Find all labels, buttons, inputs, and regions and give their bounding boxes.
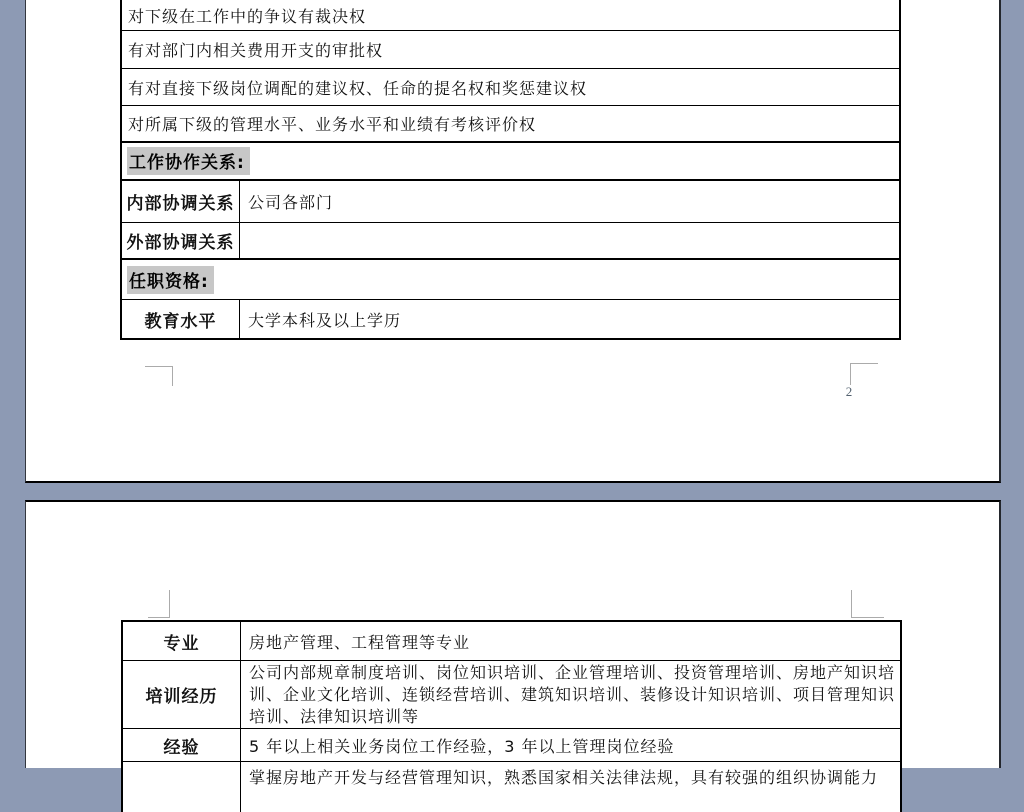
training-value bbox=[241, 661, 900, 728]
external-relation-row bbox=[122, 223, 899, 260]
margin-corner-mark-bottom-right bbox=[850, 363, 878, 385]
major-value: 房地产管理、工程管理等专业 bbox=[249, 632, 471, 652]
authority-text: 有对直接下级岗位调配的建议权、任命的提名权和奖惩建议权 bbox=[128, 78, 588, 98]
collaboration-section-title: 工作协作关系: bbox=[127, 147, 250, 175]
education-row bbox=[122, 300, 899, 338]
major-row bbox=[123, 622, 900, 661]
authority-text: 对所属下级的管理水平、业务水平和业绩有考核评价权 bbox=[128, 115, 537, 134]
training-label: 培训经历 bbox=[123, 661, 241, 728]
major-label: 专业 bbox=[123, 622, 241, 660]
education-label: 教育水平 bbox=[122, 300, 240, 338]
internal-relation-row bbox=[122, 181, 899, 223]
authority-text: 对下级在工作中的争议有裁决权 bbox=[128, 6, 367, 26]
experience-label: 经验 bbox=[123, 729, 241, 761]
external-relation-label: 外部协调关系 bbox=[122, 223, 240, 258]
training-line: 公司内部规章制度培训、岗位知识培训、企业管理培训、投资管理培训、房地产知识培 bbox=[249, 662, 896, 682]
internal-relation-label: 内部协调关系 bbox=[122, 181, 240, 222]
training-line: 培训、法律知识培训等 bbox=[249, 706, 420, 726]
qualification-section-title: 任职资格: bbox=[127, 266, 214, 294]
job-description-table-upper bbox=[120, 0, 901, 340]
clipped-row-label bbox=[123, 762, 241, 812]
experience-value: 5 年以上相关业务岗位工作经验，3 年以上管理岗位经验 bbox=[249, 736, 675, 756]
authority-row bbox=[122, 69, 899, 106]
training-line: 训、企业文化培训、连锁经营培训、建筑知识培训、装修设计知识培训、项目管理知识 bbox=[249, 684, 896, 704]
margin-corner-mark-top-left bbox=[148, 590, 170, 618]
qualification-section-row bbox=[122, 260, 899, 300]
clipped-bottom-row bbox=[123, 762, 900, 812]
document-page-2 bbox=[25, 500, 1001, 787]
internal-relation-value: 公司各部门 bbox=[248, 193, 334, 212]
authority-row bbox=[122, 106, 899, 143]
training-row bbox=[123, 661, 900, 729]
margin-corner-mark-bottom-left bbox=[145, 366, 173, 386]
education-value: 大学本科及以上学历 bbox=[248, 310, 402, 330]
collaboration-section-row bbox=[122, 143, 899, 181]
external-relation-value bbox=[240, 223, 899, 258]
page-number: 2 bbox=[845, 384, 853, 399]
authority-row bbox=[122, 31, 899, 69]
authority-row bbox=[122, 0, 899, 31]
job-description-table-lower bbox=[121, 620, 902, 812]
clipped-row-value: 掌握房地产开发与经营管理知识，熟悉国家相关法律法规，具有较强的组织协调能力 bbox=[249, 768, 879, 787]
margin-corner-mark-top-right bbox=[851, 590, 884, 618]
experience-row bbox=[123, 729, 900, 762]
authority-text: 有对部门内相关费用开支的审批权 bbox=[128, 41, 384, 60]
document-page-1 bbox=[25, 0, 1001, 483]
